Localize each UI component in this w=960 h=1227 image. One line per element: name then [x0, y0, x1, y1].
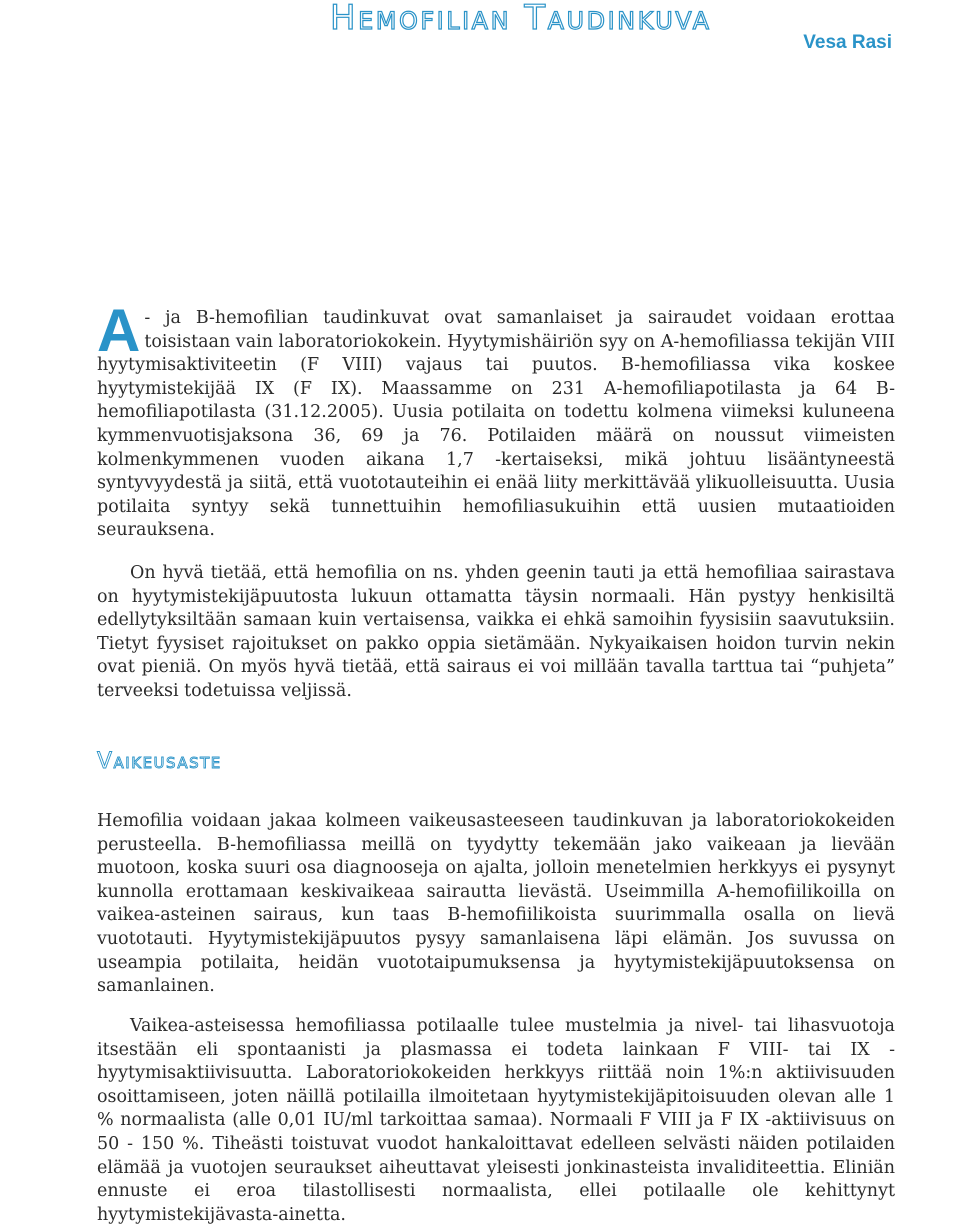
paragraph-vaikeusaste-1: Hemofilia voidaan jakaa kolmeen vaikeusasteeseen taudinkuvan ja laboratoriokokeiden perusteella. B-hemofiliassa meillä on tyydytty tekemään jako vaikeaan ja lievään muotoon, koska suuri osa diagnooseja on ajalta, jolloin menetelmien herkkyys ei pysynyt kunnolla erottamaan keskivaikeaa sairautta lievästä. Useimmilla A-hemofiilikoilla on vaikea-asteinen sairaus, kun taas B-hemofiilikoista suurimmalla osalla on lievä vuototauti. Hyytymistekijäpuutos pysyy samanlaisena läpi elämän. Jos suvussa on useampia potilaita, heidän vuototaipumuksensa ja hyytymistekijäpuutoksensa on samanlainen. [97, 811, 895, 997]
author-name: Vesa Rasi [803, 32, 892, 53]
intro-paragraph [97, 297, 895, 543]
section-heading-vaikeusaste: Vaikeusaste [97, 749, 222, 774]
paragraph-hemofilia-info: On hyvä tietää, että hemofilia on ns. yhden geenin tauti ja että hemofiliaa sairastava on hyytymistekijäpuutosta lukuun ottamatta täysin normaali. Hän pystyy henkisiltä edellytyksiltään samaan kuin vertaisensa, vaikka ei ehkä samoihin fyysisiin saavutuksiin. Tietyt fyysiset rajoitukset on pakko oppia sietämään. Nykyaikaisen hoidon turvin nekin ovat pieniä. On myös hyvä tietää, että sairaus ei voi millään tavalla tarttua tai “puhjeta” terveeksi todetuissa veljissä. [97, 563, 895, 701]
intro-text: - ja B-hemofilian taudinkuvat ovat samanlaiset ja sairaudet voidaan erottaa toisistaan vain laboratoriokokein. Hyytymishäiriön syy on A-hemofiliassa tekijän VIII hyytymisaktiviteetin (F VIII) vajaus tai puutos. B-hemofiliassa vika koskee hyytymistekijää IX (F IX). Maassamme on 231 A-hemofiliapotilasta ja 64 B-hemofiliapotilasta (31.12.2005). Uusia potilaita on todettu kolmena viimeksi kuluneena kymmenvuotisjaksona 36, 69 ja 76. Potilaiden määrä on noussut viimeisten kolmenkymmenen vuoden aikana 1,7 -kertaiseksi, mikä johtuu lisääntyneestä syntyvyydestä ja siitä, että vuototauteihin ei enää liity merkittävää ylikuolleisuutta. Uusia potilaita syntyy sekä tunnettuihin hemofiliasukuihin että uusien mutaatioiden seurauksena. [97, 308, 895, 541]
page-title: Hemofilian Taudinkuva [330, 0, 712, 38]
paragraph-vaikeusaste-2: Vaikea-asteisessa hemofiliassa potilaalle tulee mustelmia ja nivel- tai lihasvuotoja itsestään eli spontaanisti ja plasmassa ei todeta lainkaan F VIII- tai IX -hyytymisaktiivisuutta. Laboratoriokokeiden herkkyys riittää noin 1%:n aktiivisuuden osoittamiseen, joten näillä potilailla ilmoitetaan hyytymistekijäpitoisuuden olevan alle 1 % normaalista (alle 0,01 IU/ml tarkoittaa samaa). Normaali F VIII ja F IX -aktiivisuus on 50 - 150 %. Tiheästi toistuvat vuodot hankaloittavat edelleen selvästi näiden potilaiden elämää ja vuotojen seuraukset aiheuttavat yleisesti jonkinasteista invaliditeettia. Eliniän ennuste ei eroa tilastollisesti normaalista, ellei potilaalle ole kehittynyt hyytymistekijävasta-ainetta. [97, 1016, 895, 1225]
drop-cap: A [97, 297, 141, 364]
